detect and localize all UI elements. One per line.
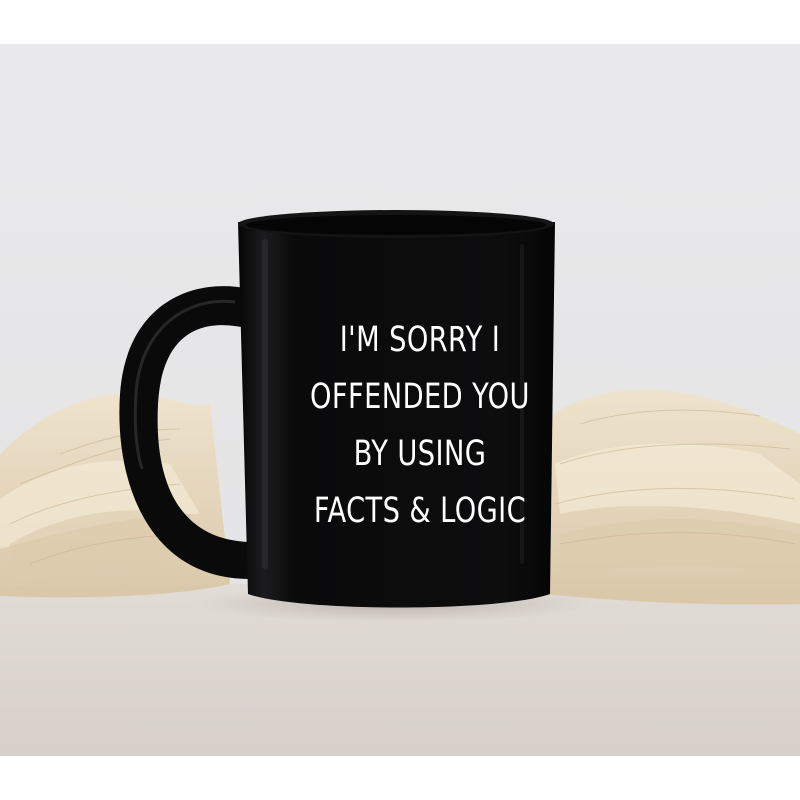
mug-print-line-2: OFFENDED YOU: [310, 377, 530, 417]
pampas-grass-right: [540, 389, 800, 604]
mug-highlight: [262, 239, 268, 569]
mug-print-line-1: I'M SORRY I: [339, 320, 501, 360]
product-photo: [0, 44, 800, 756]
mug-print-line-4: FACTS & LOGIC: [313, 491, 527, 531]
mug-print-line-3: BY USING: [353, 434, 487, 474]
mug-print-text: [303, 312, 537, 540]
